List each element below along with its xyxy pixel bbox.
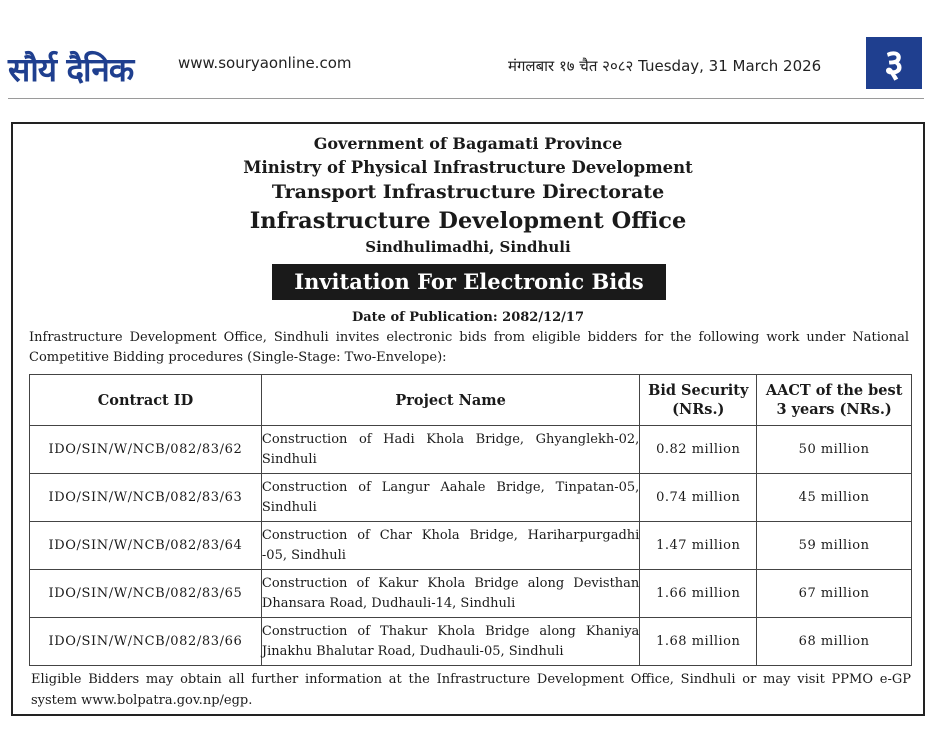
newspaper-masthead — [0, 0, 940, 100]
table-header-row — [30, 375, 912, 426]
header-contract-id: Contract ID — [30, 375, 262, 426]
header-project-name: Project Name — [261, 375, 639, 426]
header-bid-security: Bid Security (NRs.) — [640, 375, 757, 426]
intro-paragraph: Infrastructure Development Office, Sindhuli invites electronic bids from eligible bidders for the following work under National Competitive Bidding procedures (Single-Stage: Two-Envelope): — [29, 330, 909, 365]
aact-cell: 59 million — [757, 522, 912, 570]
header-divider — [8, 98, 924, 99]
aact-cell: 68 million — [757, 618, 912, 666]
table-row — [30, 474, 912, 522]
heading-directorate: Transport Infrastructure Directorate — [271, 181, 665, 203]
project-name-cell: Construction of Char Khola Bridge, Hariharpurgadhi -05, Sindhuli — [261, 522, 639, 570]
bid-security-cell: 1.68 million — [640, 618, 757, 666]
issue-date: मंगलबार १७ चैत २०८२ Tuesday, 31 March 2026 — [508, 57, 822, 75]
website-url[interactable]: www.souryaonline.com — [178, 54, 352, 72]
bid-security-cell: 0.82 million — [640, 426, 757, 474]
bid-security-cell: 1.66 million — [640, 570, 757, 618]
table-row — [30, 570, 912, 618]
notice-title-banner: Invitation For Electronic Bids — [272, 264, 666, 300]
contract-id-cell: IDO/SIN/W/NCB/082/83/65 — [30, 570, 262, 618]
bid-security-cell: 1.47 million — [640, 522, 757, 570]
contract-id-cell: IDO/SIN/W/NCB/082/83/63 — [30, 474, 262, 522]
table-row — [30, 618, 912, 666]
contract-id-cell: IDO/SIN/W/NCB/082/83/62 — [30, 426, 262, 474]
publication-date: Date of Publication: 2082/12/17 — [351, 310, 585, 325]
footer-paragraph: Eligible Bidders may obtain all further information at the Infrastructure Development Office, Sindhuli or may visit PPMO e-GP system www.bolpatra.gov.np/egp. — [31, 672, 911, 708]
page-number-badge: ३ — [866, 37, 922, 89]
project-name-cell: Construction of Hadi Khola Bridge, Ghyanglekh-02, Sindhuli — [261, 426, 639, 474]
heading-office: Infrastructure Development Office — [249, 208, 687, 234]
contract-id-cell: IDO/SIN/W/NCB/082/83/64 — [30, 522, 262, 570]
contract-id-cell: IDO/SIN/W/NCB/082/83/66 — [30, 618, 262, 666]
bids-table — [29, 374, 912, 666]
project-name-cell: Construction of Kakur Khola Bridge along Devisthan Dhansara Road, Dudhauli-14, Sindhuli — [261, 570, 639, 618]
newspaper-logo: सौर्य दैनिक — [8, 50, 134, 89]
table-row — [30, 426, 912, 474]
bid-notice — [11, 122, 925, 716]
aact-cell: 67 million — [757, 570, 912, 618]
aact-cell: 45 million — [757, 474, 912, 522]
heading-government: Government of Bagamati Province — [313, 134, 623, 153]
project-name-cell: Construction of Langur Aahale Bridge, Tinpatan-05, Sindhuli — [261, 474, 639, 522]
table-row — [30, 522, 912, 570]
project-name-cell: Construction of Thakur Khola Bridge along Khaniya Jinakhu Bhalutar Road, Dudhauli-05, Sindhuli — [261, 618, 639, 666]
header-aact: AACT of the best 3 years (NRs.) — [757, 375, 912, 426]
heading-location: Sindhulimadhi, Sindhuli — [365, 238, 571, 256]
bid-security-cell: 0.74 million — [640, 474, 757, 522]
aact-cell: 50 million — [757, 426, 912, 474]
heading-ministry: Ministry of Physical Infrastructure Development — [243, 158, 693, 177]
